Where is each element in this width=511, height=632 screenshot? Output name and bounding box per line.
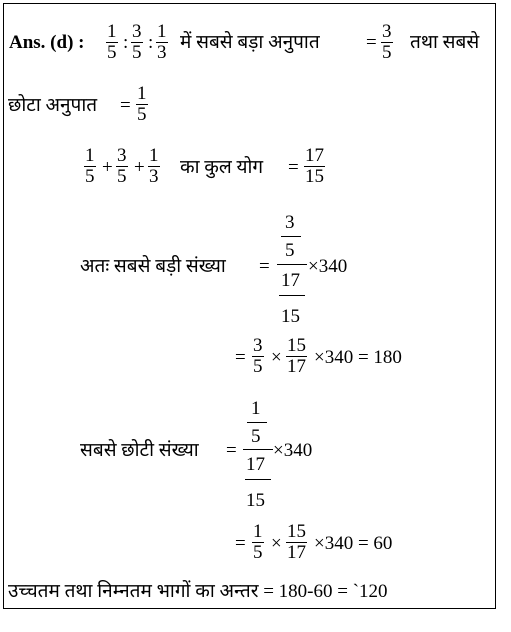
fraction-bar (245, 479, 271, 480)
equals-sign: = (366, 32, 377, 53)
line6-text: सबसे छोटी संख्या (80, 440, 199, 461)
line4-text: अतः सबसे बड़ी संख्या (80, 256, 226, 277)
fraction-3-5: 3 5 (253, 335, 263, 377)
denominator-bottom: 15 (246, 490, 265, 511)
line6-tail: ×340 (273, 440, 313, 461)
main-fraction-bar (277, 264, 307, 265)
numerator-top: 1 (251, 398, 261, 419)
fraction-15-17: 15 17 (287, 521, 306, 563)
answer-label: Ans. (d) : (9, 32, 85, 53)
numerator-top: 3 (285, 212, 295, 233)
fraction-1-5: 1 5 (137, 83, 147, 125)
ratio-colon: : (123, 32, 129, 53)
equals-sign: = (235, 347, 246, 368)
numerator-bottom: 5 (251, 426, 261, 447)
line1-text-a: में सबसे बड़ा अनुपात (180, 32, 320, 53)
denominator-top: 17 (246, 454, 265, 475)
fraction-bar (279, 295, 305, 296)
fraction-3-5: 3 5 (132, 21, 142, 63)
equals-sign: = (235, 533, 246, 554)
line2-text: छोटा अनुपात (8, 95, 98, 116)
denominator-bottom: 15 (281, 306, 300, 327)
denominator-top: 17 (281, 270, 300, 291)
plus-sign: + (134, 157, 145, 178)
equals-sign: = (226, 440, 237, 461)
fraction-15-17: 15 17 (287, 335, 306, 377)
times-sign: × (271, 347, 282, 368)
line1-text-b: तथा सबसे (410, 32, 480, 53)
fraction-1-5: 1 5 (85, 145, 95, 187)
main-fraction-bar (243, 449, 273, 450)
equals-sign: = (120, 95, 131, 116)
fraction-1-3: 1 3 (157, 21, 167, 63)
fraction-bar (281, 236, 301, 237)
fraction-1-3: 1 3 (149, 145, 159, 187)
fraction-1-5: 1 5 (107, 21, 117, 63)
plus-sign: + (102, 157, 113, 178)
fraction-3-5: 3 5 (382, 21, 392, 63)
ratio-colon: : (148, 32, 154, 53)
equals-sign: = (259, 256, 270, 277)
fraction-1-5: 1 5 (253, 521, 263, 563)
line4-tail: ×340 (308, 256, 348, 277)
line5-tail: ×340 = 180 (314, 347, 402, 368)
line7-tail: ×340 = 60 (314, 533, 393, 554)
answer-box (3, 3, 496, 609)
times-sign: × (271, 533, 282, 554)
fraction-3-5: 3 5 (117, 145, 127, 187)
fraction-bar (247, 422, 267, 423)
equals-sign: = (288, 157, 299, 178)
numerator-bottom: 5 (285, 240, 295, 261)
fraction-17-15: 17 15 (305, 145, 324, 187)
line3-text: का कुल योग (180, 157, 264, 178)
line8-text: उच्चतम तथा निम्नतम भागों का अन्तर = 180-60 = `120 (8, 581, 388, 602)
